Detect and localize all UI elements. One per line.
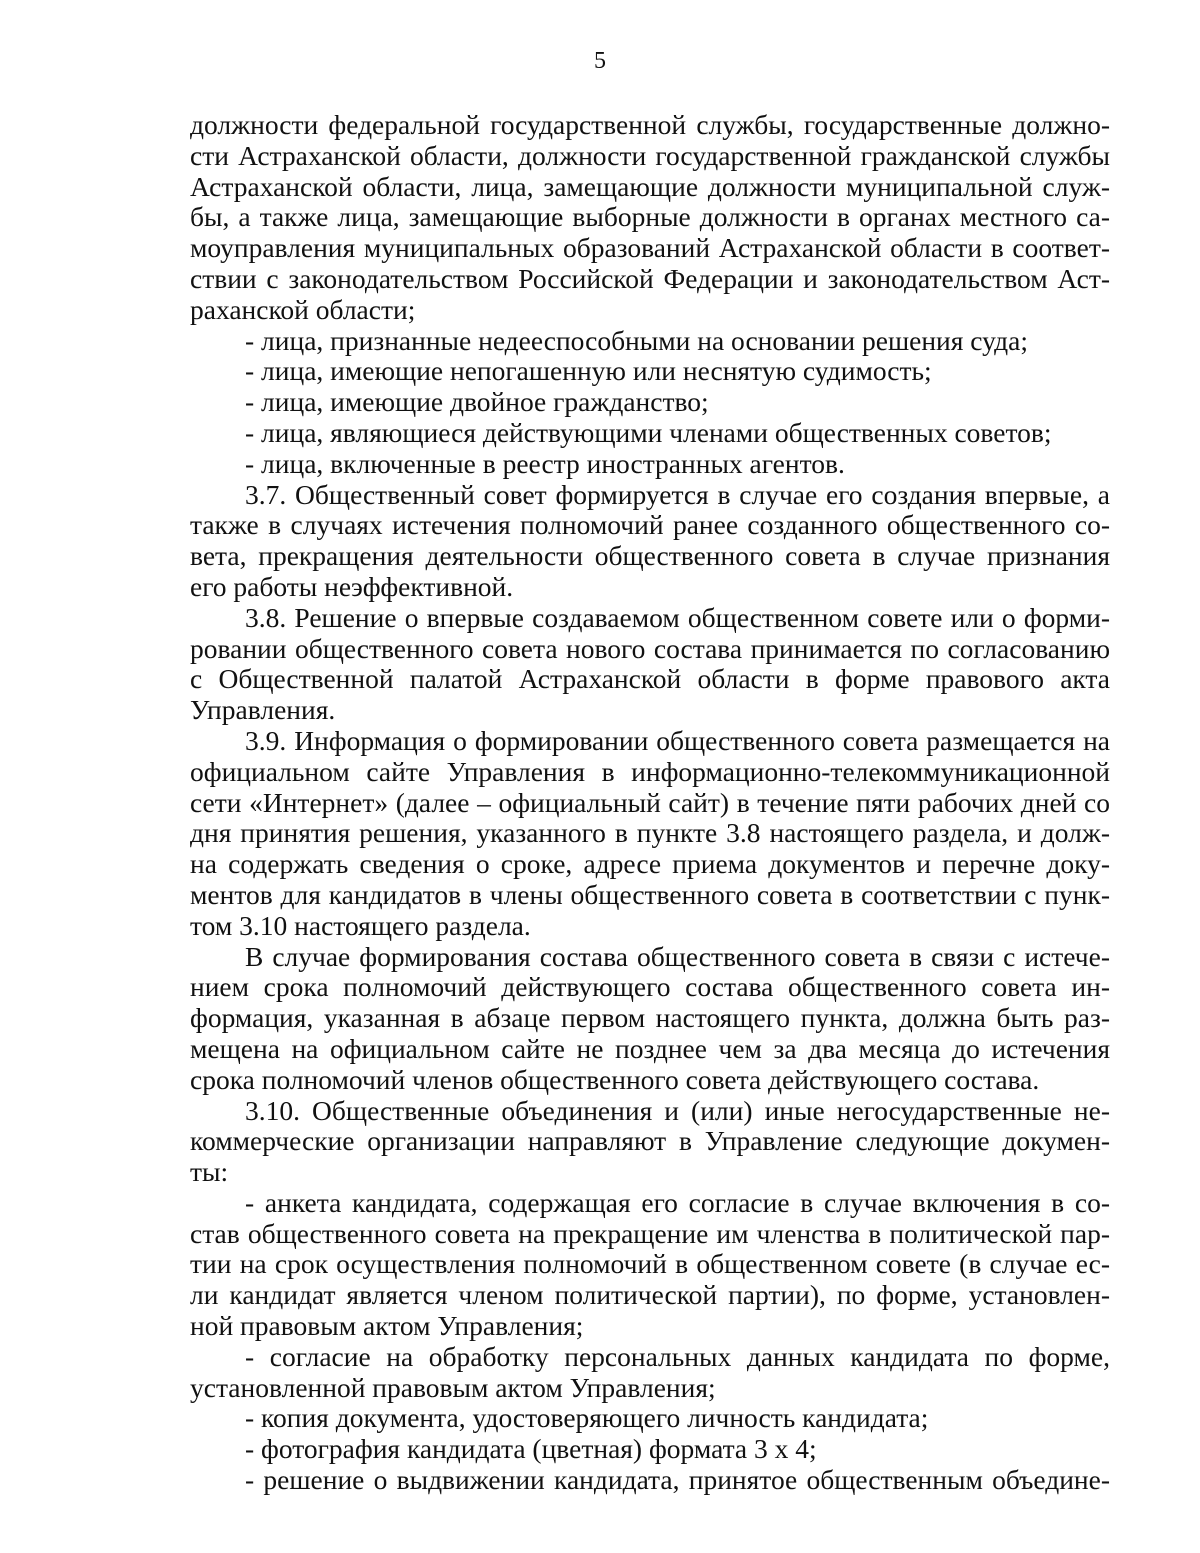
text-line: установленной правовым актом Управления; [190, 1372, 716, 1403]
text-line: - лица, являющиеся действующими членами общественных советов; [245, 417, 1052, 448]
text-line: - анкета кандидата, содержащая его согласие в случае включения в со- [245, 1187, 1110, 1218]
text-line: должности федеральной государственной службы, государственные должно- [190, 110, 1110, 140]
text-line: став общественного совета на прекращение им членства в политической пар- [190, 1218, 1110, 1249]
text-line: на содержать сведения о сроке, адресе приема документов и перечне доку- [190, 849, 1110, 880]
text-line: ли кандидат является членом политической партии), по форме, установлен- [190, 1280, 1110, 1311]
text-line: коммерческие организации направляют в Управление следующие докумен- [190, 1126, 1110, 1157]
text-line: ментов для кандидатов в члены общественного совета в соответствии с пунк- [190, 879, 1110, 910]
text-line: дня принятия решения, указанного в пункте 3.8 настоящего раздела, и долж- [190, 818, 1110, 849]
text-line: В случае формирования состава общественного совета в связи с истече- [245, 941, 1110, 972]
text-line: мещена на официальном сайте не позднее чем за два месяца до истечения [190, 1033, 1110, 1064]
text-line: сети «Интернет» (далее – официальный сайт) в течение пяти рабочих дней со [190, 787, 1110, 818]
text-line: 3.7. Общественный совет формируется в случае его создания впервые, а [245, 479, 1110, 510]
text-line: - лица, признанные недееспособными на основании решения суда; [245, 325, 1028, 356]
text-line: 3.9. Информация о формировании общественного совета размещается на [245, 725, 1110, 756]
text-line: 3.8. Решение о впервые создаваемом общественном совете или о форми- [245, 602, 1110, 633]
text-line: ты: [190, 1157, 229, 1188]
text-line: - согласие на обработку персональных данных кандидата по форме, [245, 1341, 1110, 1372]
text-line: вета, прекращения деятельности общественного совета в случае признания [190, 541, 1110, 572]
text-line: нием срока полномочий действующего состава общественного совета ин- [190, 972, 1110, 1003]
text-line: с Общественной палатой Астраханской области в форме правового акта [190, 664, 1110, 695]
text-line: ствии с законодательством Российской Федерации и законодательством Аст- [190, 263, 1110, 294]
text-line: сти Астраханской области, должности государственной гражданской службы [190, 140, 1110, 171]
text-line: его работы неэффективной. [190, 571, 514, 602]
text-line: - фотография кандидата (цветная) формата 3 х 4; [245, 1434, 817, 1465]
text-line: официальном сайте Управления в информационно-телекоммуникационной [190, 756, 1110, 787]
text-line: срока полномочий членов общественного совета действующего состава. [190, 1064, 1040, 1095]
text-line: - лица, включенные в реестр иностранных агентов. [245, 448, 845, 479]
text-line: - лица, имеющие непогашенную или неснятую судимость; [245, 356, 932, 387]
text-line: также в случаях истечения полномочий ранее созданного общественного со- [190, 510, 1110, 541]
text-line: тии на срок осуществления полномочий в общественном совете (в случае ес- [190, 1249, 1110, 1280]
text-line: - лица, имеющие двойное гражданство; [245, 387, 709, 418]
text-line: ной правовым актом Управления; [190, 1311, 584, 1342]
text-line: ровании общественного совета нового состава принимается по согласованию [190, 633, 1110, 664]
text-line: - копия документа, удостоверяющего личность кандидата; [245, 1403, 929, 1434]
text-line: моуправления муниципальных образований Астраханской области в соответ- [190, 233, 1110, 264]
text-line: 3.10. Общественные объединения и (или) иные негосударственные не- [245, 1095, 1110, 1126]
text-line: том 3.10 настоящего раздела. [190, 910, 531, 941]
text-line: раханской области; [190, 294, 416, 325]
text-line: Управления. [190, 695, 336, 726]
text-line: формация, указанная в абзаце первом настоящего пункта, должна быть раз- [190, 1003, 1110, 1034]
text-line: Астраханской области, лица, замещающие должности муниципальной служ- [190, 171, 1110, 202]
page-number: 5 [594, 48, 606, 74]
text-line: - решение о выдвижении кандидата, принятое общественным объедине- [245, 1465, 1110, 1496]
text-line: бы, а также лица, замещающие выборные должности в органах местного са- [190, 202, 1110, 233]
document-body [190, 110, 1110, 1496]
